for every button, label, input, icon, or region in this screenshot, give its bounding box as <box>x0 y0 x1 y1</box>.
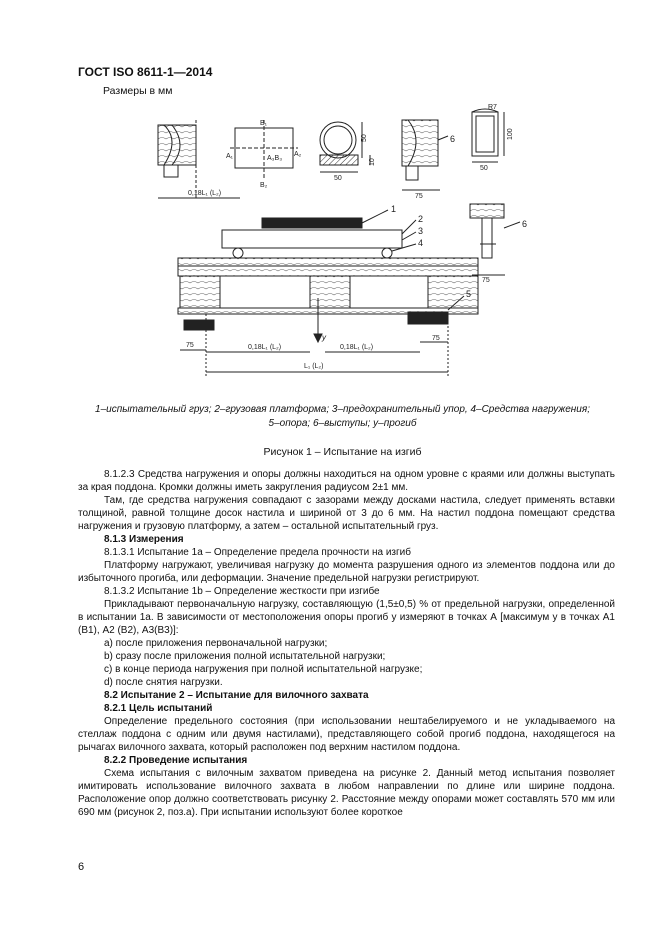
label-a1: A₁ <box>226 153 234 160</box>
dim-75-right: 75 <box>482 277 490 284</box>
dim-50-vert: 50 <box>361 134 368 142</box>
legend-line-2: 5–опора; 6–выступы; y–прогиб <box>268 418 417 429</box>
label-5: 5 <box>466 289 472 299</box>
heading-8-2-1: 8.2.1 Цель испытаний <box>104 703 213 714</box>
fork-detail-right <box>470 204 527 284</box>
label-4: 4 <box>418 238 424 248</box>
rect-profile <box>472 104 514 172</box>
dim-75-bottom-right: 75 <box>432 335 440 342</box>
label-1: 1 <box>391 204 397 214</box>
paragraph-8-1-3-1: 8.1.3.1 Испытание 1а – Определение предела прочности на изгиб <box>104 547 411 558</box>
paragraph-8-1-3-2: 8.1.3.2 Испытание 1b – Определение жесткости при изгибе <box>104 586 380 597</box>
list-item-b: b) сразу после приложения полной испытательной нагрузки; <box>104 651 386 662</box>
figure-1-bending-test-diagram <box>150 100 550 390</box>
heading-8-2: 8.2 Испытание 2 – Испытание для вилочного захвата <box>104 690 369 701</box>
units-note: Размеры в мм <box>103 85 173 97</box>
label-b2: B₂ <box>260 182 268 189</box>
label-6-right: 6 <box>522 219 528 229</box>
dim-50-horiz: 50 <box>334 175 342 182</box>
label-r7: R7 <box>488 104 497 111</box>
label-3: 3 <box>418 226 424 236</box>
block-detail-left <box>158 120 240 200</box>
list-item-d: d) после снятия нагрузки. <box>104 677 223 688</box>
legend-line-1: 1–испытательный груз; 2–грузовая платформа; 3–предохранительный упор, 4–Средства нагружения; <box>95 404 590 415</box>
dim-50-profile: 50 <box>480 165 488 172</box>
dim-full-length: L₁ (L₂) <box>304 363 324 370</box>
paragraph-limit-state: Определение предельного состояния (при использовании нештабелируемого и не укладываемого на стеллаж поддона с одним или двумя настилами), представляющего собой прогиб поддона, находящегося на рычагах вилочного захвата, который расположен под верхним настилом поддона. <box>78 716 615 753</box>
frac-label-left: 0,18L₁ (L₂) <box>248 344 282 351</box>
dim-75-top: 75 <box>415 193 423 200</box>
label-y: y <box>322 333 326 342</box>
document-body <box>78 468 615 819</box>
document-header: ГОСТ ISO 8611-1—2014 <box>78 65 213 79</box>
dim-75-left: 75 <box>186 342 194 349</box>
label-6-top: 6 <box>450 134 456 144</box>
label-b1: B₁ <box>260 120 268 127</box>
heading-8-2-2: 8.2.2 Проведение испытания <box>104 755 248 766</box>
list-item-a: а) после приложения первоначальной нагрузки; <box>104 638 328 649</box>
label-a2: A₂ <box>294 151 302 158</box>
list-item-c: c) в конце периода нагружения при полной испытательной нагрузке; <box>104 664 423 675</box>
frac-label-right: 0,18L₁ (L₂) <box>340 344 374 351</box>
paragraph-inserts: Там, где средства нагружения совпадают с зазорами между досками настила, следует применять вставки толщиной, равной толщине досок настила и шириной от 3 до 6 мм. На настил поддона помещают средства нагружения и грузовую платформу, а затем – остальной испытательный груз. <box>78 495 615 532</box>
paragraph-platform-load: Платформу нагружают, увеличивая нагрузку до момента разрушения одного из элементов поддона или до избыточного прогиба, или деформации. Значение предельной нагрузки регистрируют. <box>78 560 615 584</box>
plan-view-square <box>226 120 302 189</box>
dim-100: 100 <box>507 128 514 140</box>
label-2: 2 <box>418 214 424 224</box>
block-detail-right <box>402 120 455 200</box>
dim-10: 10 <box>369 158 376 166</box>
frac-label-top: 0,18L₁ (L₂) <box>188 190 222 197</box>
figure-caption: Рисунок 1 – Испытание на изгиб <box>263 446 422 458</box>
tube-support-section <box>320 122 376 182</box>
paragraph-8-1-2-3: 8.1.2.3 Средства нагружения и опоры должны находиться на одном уровне с краями или должны выступать за края поддона. Кромки должны иметь закругления радиусом 2±1 мм. <box>78 469 615 493</box>
paragraph-test-scheme: Схема испытания с вилочным захватом приведена на рисунке 2. Данный метод испытания позволяет имитировать использование вилочного захвата в любом направлении по длине или ширине поддона. Расположение опор должно соответствовать рисунку 2. Расстояние между опорами может составлять 570 мм или 690 мм (рисунок 2, поз.а). При испытании используют более короткое <box>78 768 615 818</box>
figure-legend <box>70 403 615 431</box>
page-number: 6 <box>78 861 85 873</box>
main-assembly <box>178 204 478 376</box>
heading-8-1-3: 8.1.3 Измерения <box>104 534 184 545</box>
paragraph-initial-load: Прикладывают первоначальную нагрузку, составляющую (1,5±0,5) % от предельной нагрузки, определенной в испытании 1а. В зависимости от местоположения опоры прогиб y измеряют в точках А [максимум y в точках А1 (В1), А2 (В2), А3(В3)]: <box>78 599 615 636</box>
label-a3b3: A₃B₃ <box>267 155 283 162</box>
